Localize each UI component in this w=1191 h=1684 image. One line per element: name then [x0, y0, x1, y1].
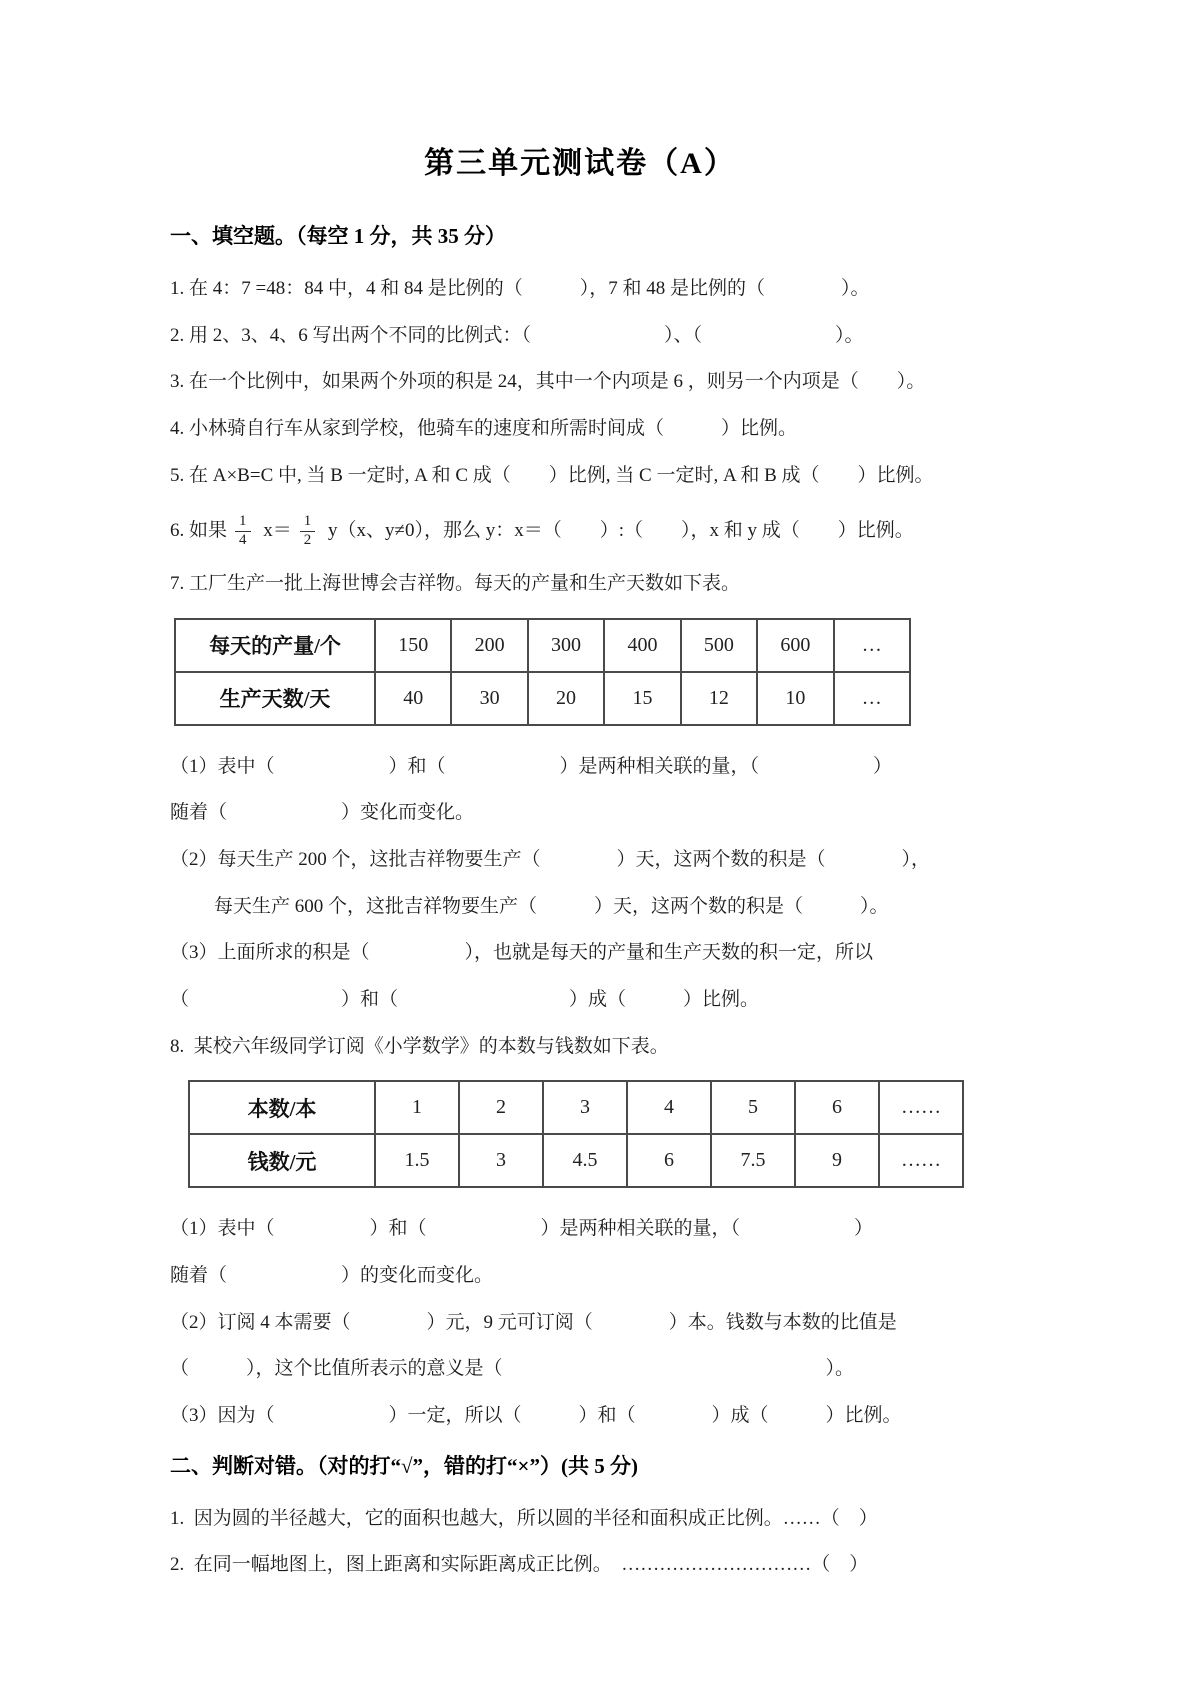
table-cell: 12: [681, 672, 757, 725]
q7-sub3-line2: （ ）和（ ）成（ ）比例。: [170, 989, 760, 1011]
q6-mid: x＝: [258, 520, 292, 542]
table-cell: 7.5: [711, 1134, 795, 1187]
q6-suffix: y（x、y≠0），那么 y：x＝（ ）:（ ），x 和 y 成（ ）比例。: [323, 520, 914, 542]
q7-sub2-line1: （2）每天生产 200 个，这批吉祥物要生产（ ）天，这两个数的积是（ ），: [170, 849, 931, 871]
q8-intro: 8. 某校六年级同学订阅《小学数学》的本数与钱数如下表。: [170, 1035, 669, 1057]
table-cell: 15: [604, 672, 680, 725]
page-title: 第三单元测试卷（A）: [424, 147, 736, 180]
q8-sub2-line2: （ ），这个比值所表示的意义是（ ）。: [170, 1358, 855, 1380]
fraction-numerator: 1: [300, 514, 316, 532]
fraction-denominator: 4: [239, 531, 247, 548]
table-cell: …: [834, 619, 910, 672]
table-cell: 20: [528, 672, 604, 725]
table-cell: 生产天数/天: [175, 672, 375, 725]
q7-sub3-line1: （3）上面所求的积是（ ），也就是每天的产量和生产天数的积一定，所以: [170, 942, 874, 964]
q2-text: 2. 用 2、3、4、6 写出两个不同的比例式：（ ）、（ ）。: [170, 324, 864, 346]
table-cell: 10: [757, 672, 833, 725]
table-row: [175, 672, 910, 725]
q8-sub1-line1: （1）表中（ ）和（ ）是两种相关联的量，（ ）: [170, 1218, 874, 1240]
table-row: [189, 1134, 963, 1187]
fraction-one-half: [300, 514, 316, 549]
table-cell: 40: [375, 672, 451, 725]
q7-intro: 7. 工厂生产一批上海世博会吉祥物。每天的产量和生产天数如下表。: [170, 573, 741, 595]
table-cell: …: [834, 672, 910, 725]
table-cell: 200: [451, 619, 527, 672]
q8-table: [188, 1080, 964, 1188]
table-cell: 钱数/元: [189, 1134, 375, 1187]
table-cell: 1: [375, 1081, 459, 1134]
table-cell: 3: [459, 1134, 543, 1187]
table-row: [189, 1081, 963, 1134]
table-cell: 400: [604, 619, 680, 672]
table-cell: 4: [627, 1081, 711, 1134]
table-cell: 3: [543, 1081, 627, 1134]
q6-prefix: 6. 如果: [170, 520, 228, 542]
judge-item-1: 1. 因为圆的半径越大，它的面积也越大，所以圆的半径和面积成正比例。……（ ）: [170, 1507, 878, 1529]
table-row: [175, 619, 910, 672]
q8-sub3-line1: （3）因为（ ）一定，所以（ ）和（ ）成（ ）比例。: [170, 1404, 902, 1426]
q7-table: [174, 618, 911, 726]
q8-sub2-line1: （2）订阅 4 本需要（ ）元，9 元可订阅（ ）本。钱数与本数的比值是: [170, 1311, 897, 1333]
fraction-one-fourth: [235, 514, 251, 549]
q5-text: 5. 在 A×B=C 中, 当 B 一定时, A 和 C 成（ ）比例, 当 C 一定时, A 和 B 成（ ）比例。: [170, 464, 934, 486]
table-cell: 6: [627, 1134, 711, 1187]
q7-sub2-line2: 每天生产 600 个，这批吉祥物要生产（ ）天，这两个数的积是（ ）。: [214, 895, 889, 917]
section1-heading: 一、填空题。（每空 1 分，共 35 分）: [170, 224, 506, 248]
fraction-denominator: 2: [303, 531, 312, 548]
q8-sub1-line2: 随着（ ）的变化而变化。: [170, 1264, 494, 1286]
table-cell: 每天的产量/个: [175, 619, 375, 672]
judge-item-2: 2. 在同一幅地图上，图上距离和实际距离成正比例。 …………………………（ ）: [170, 1554, 869, 1576]
table-cell: 150: [375, 619, 451, 672]
table-cell: 2: [459, 1081, 543, 1134]
q1-text: 1. 在 4：7 =48：84 中，4 和 84 是比例的（ ），7 和 48 是比例的（ ）。: [170, 278, 870, 299]
q3-text: 3. 在一个比例中，如果两个外项的积是 24，其中一个内项是 6 ，则另一个内项是（ ）。: [170, 371, 926, 393]
q7-sub1-line2: 随着（ ）变化而变化。: [170, 802, 475, 824]
table-cell: 本数/本: [189, 1081, 375, 1134]
table-cell: 30: [451, 672, 527, 725]
table-cell: ……: [879, 1134, 963, 1187]
q4-text: 4. 小林骑自行车从家到学校，他骑车的速度和所需时间成（ ）比例。: [170, 417, 798, 439]
table-cell: 6: [795, 1081, 879, 1134]
fraction-numerator: 1: [235, 514, 251, 532]
q6-text: [170, 509, 1096, 553]
table-cell: 600: [757, 619, 833, 672]
table-cell: 4.5: [543, 1134, 627, 1187]
table-cell: 5: [711, 1081, 795, 1134]
table-cell: ……: [879, 1081, 963, 1134]
table-cell: 1.5: [375, 1134, 459, 1187]
q7-sub1-line1: （1）表中（ ）和（ ）是两种相关联的量，（ ）: [170, 755, 893, 777]
section2-heading: 二、判断对错。（对的打“√”，错的打“×”）(共 5 分): [170, 1453, 638, 1478]
table-cell: 300: [528, 619, 604, 672]
table-cell: 500: [681, 619, 757, 672]
table-cell: 9: [795, 1134, 879, 1187]
